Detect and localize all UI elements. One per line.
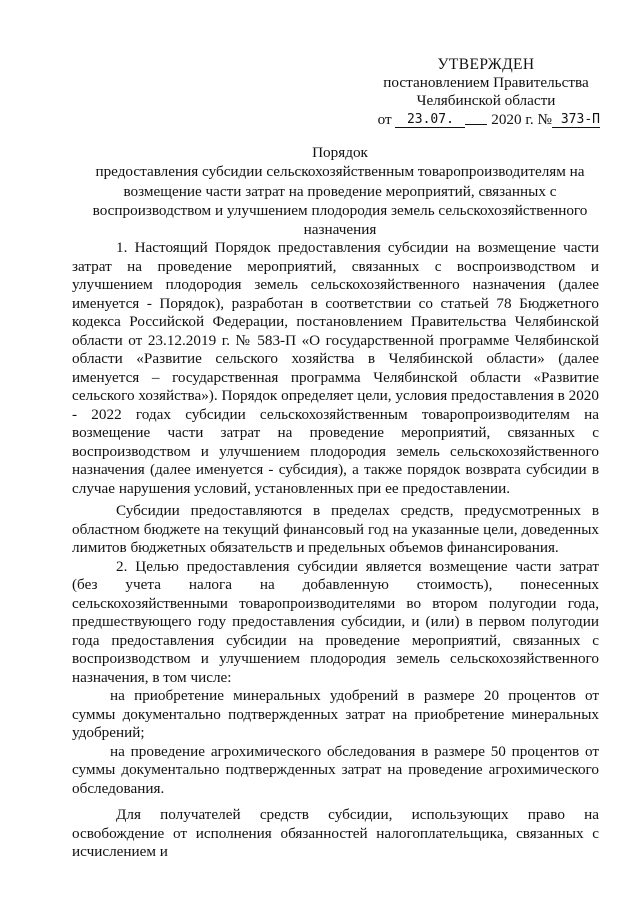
approved-region-line: Челябинской области [416,92,556,109]
approved-decree-line: постановлением Правительства [383,74,589,91]
typed-number: 373-П [552,113,600,128]
paragraph-2: Субсидии предоставляются в пределах средств, предусмотренных в областном бюджете на текущий финансовый год на указанные цели, доведенных лимитов бюджетных обязательств и предельных объемов финансирования. [72,502,599,556]
title-line-3: воспроизводством и улучшением плодородия земель сельскохозяйственного [92,201,588,219]
title-line-4: назначения [303,221,377,239]
approved-date-number-line [372,111,600,129]
date-underline [465,112,487,125]
typed-date: 23.07. [395,113,465,128]
date-prefix: от [377,111,392,128]
paragraph-5: на проведение агрохимического обследования в размере 50 процентов от суммы документально подтвержденных затрат на проведение агрохимического обследования. [72,742,599,797]
approval-stamp [372,56,600,129]
approved-title: УТВЕРЖДЕН [437,56,535,73]
paragraph-1: 1. Настоящий Порядок предоставления субсидии на возмещение части затрат на проведение мероприятий, связанных с воспроизводством и улучшением плодородия земель сельскохозяйственного назначения (далее именуется - Порядок), разработан в соответствии со статьей 78 Бюджетного кодекса Российской Федерации, постановлением Правительства Челябинской области от 23.12.2019 г. № 583-П «О государственной программе Челябинской области «Развитие сельского хозяйства в Челябинской области» (далее именуется – государственная программа Челябинской области «Развитие сельского хозяйства»). Порядок определяет цели, условия предоставления в 2020 - 2022 годах субсидии сельскохозяйственным товаропроизводителям на возмещение части затрат на проведение мероприятий, связанных с воспроизводством и улучшением плодородия земель сельскохозяйственного назначения (далее именуется - субсидия), а также порядок возврата субсидии в случае нарушения условий, установленных при ее предоставлении. [72,239,599,497]
document-title [60,143,620,239]
year-number-label: 2020 г. № [491,111,552,128]
title-line-2: возмещение части затрат на проведение мероприятий, связанных с [123,182,557,200]
paragraph-3: 2. Целью предоставления субсидии является возмещение части затрат (без учета налога на добавленную стоимость), понесенных сельскохозяйственными товаропроизводителями во втором полугодии года, предшествующего году предоставления субсидии, и (или) в первом полугодии года предоставления субсидии на проведение мероприятий, связанных с воспроизводством и улучшением плодородия земель сельскохозяйственного назначения, в том числе: [72,557,599,686]
paragraph-4: на приобретение минеральных удобрений в размере 20 процентов от суммы документально подтвержденных затрат на приобретение минеральных удобрений; [72,687,599,741]
document-body [72,239,599,862]
title-heading: Порядок [312,144,368,161]
title-line-1: предоставления субсидии сельскохозяйственным товаропроизводителям на [95,163,585,181]
paragraph-6: Для получателей средств субсидии, использующих право на освобождение от исполнения обязанностей налогоплательщика, связанных с исчислением и [72,806,599,860]
